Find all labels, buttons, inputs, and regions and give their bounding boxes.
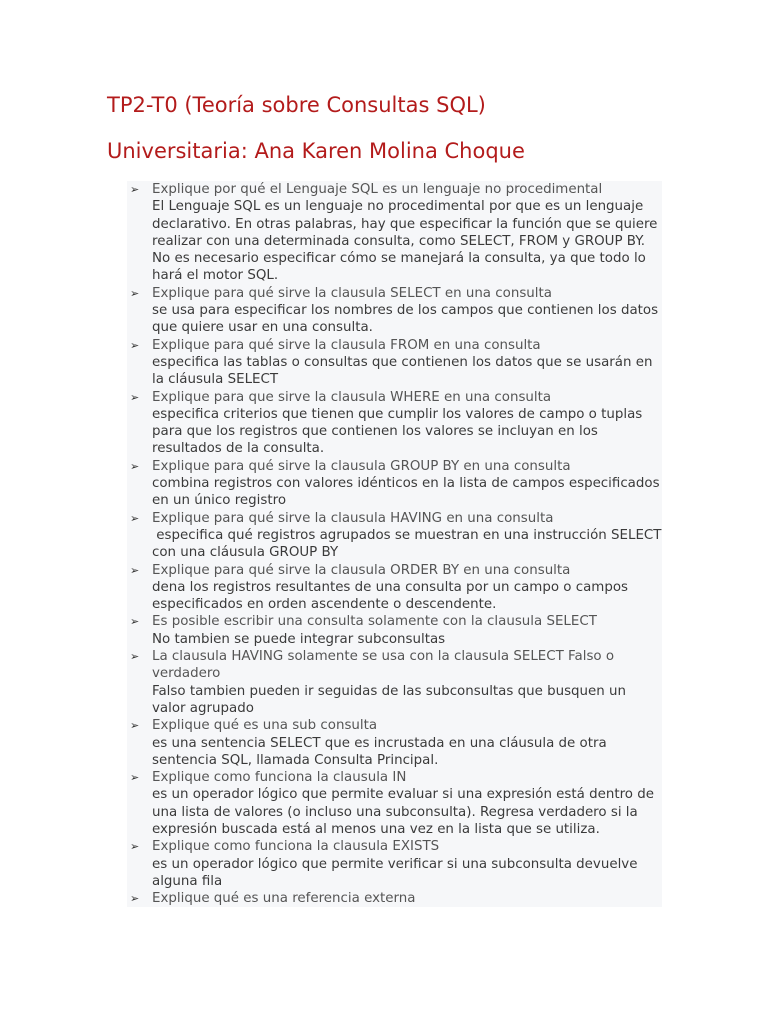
list-item (127, 890, 662, 907)
answer-text: Falso tambien pueden ir seguidas de las subconsultas que busquen un valor agrupado (152, 683, 631, 716)
question-text: Explique para qué sirve la clausula ORDER BY en una consulta (152, 562, 571, 578)
answer-text: es un operador lógico que permite evaluar si una expresión está dentro de una lista de valores (o incluso una subconsulta). Regresa verdadero si la expresión buscada está al menos una vez en la lista que se utiliza. (152, 787, 659, 837)
question-list (127, 181, 666, 907)
answer-text: es una sentencia SELECT que es incrustada en una cláusula de otra sentencia SQL, llamada Consulta Principal. (152, 735, 611, 768)
arrow-bullet-icon: ➢ (130, 459, 140, 473)
answer-text: El Lenguaje SQL es un lenguaje no procedimental por que es un lenguaje declarativo. En otras palabras, hay que especificar la función que se quiere realizar con una determinada consulta, como SELECT, FROM y GROUP BY. No es necesario especificar cómo se manejará la consulta, ya que todo lo hará el motor SQL. (152, 199, 662, 284)
list-item (127, 838, 662, 890)
list-item (127, 648, 662, 717)
question-text: Explique para qué sirve la clausula SELECT en una consulta (152, 285, 552, 301)
arrow-bullet-icon: ➢ (130, 563, 140, 577)
list-item (127, 510, 666, 562)
list-item (127, 337, 662, 389)
list-item (127, 458, 662, 510)
question-text: Explique para qué sirve la clausula HAVING en una consulta (152, 510, 554, 526)
list-item (127, 181, 662, 285)
arrow-bullet-icon: ➢ (130, 183, 140, 196)
arrow-bullet-icon: ➢ (130, 286, 140, 300)
author-line: Universitaria: Ana Karen Molina Choque (107, 139, 525, 163)
answer-text: especifica criterios que tienen que cumplir los valores de campo o tuplas para que los registros que contienen los valores se incluyan en los resultados de la consulta. (152, 406, 647, 457)
answer-text: combina registros con valores idénticos en la lista de campos especificados en un único registro (152, 476, 664, 509)
list-item (127, 389, 662, 458)
answer-text: se usa para especificar los nombres de los campos que contienen los datos que quiere usar en una consulta. (152, 303, 663, 336)
answer-text: No tambien se puede integrar subconsultas (152, 631, 446, 647)
arrow-bullet-icon: ➢ (130, 650, 140, 664)
list-item (127, 562, 662, 614)
arrow-bullet-icon: ➢ (130, 840, 140, 854)
question-text: La clausula HAVING solamente se usa con la clausula SELECT Falso o verdadero (152, 649, 619, 682)
question-text: Explique como funciona la clausula EXISTS (152, 839, 440, 855)
answer-text: especifica qué registros agrupados se muestran en una instrucción SELECT con una cláusula GROUP BY (152, 527, 666, 561)
arrow-bullet-icon: ➢ (130, 338, 140, 352)
list-item (127, 769, 662, 838)
arrow-bullet-icon: ➢ (130, 719, 140, 733)
question-text: Explique para qué sirve la clausula FROM en una consulta (152, 337, 541, 353)
list-item (127, 613, 662, 648)
question-text: Explique por qué el Lenguaje SQL es un lenguaje no procedimental (152, 182, 603, 197)
list-item (127, 717, 662, 769)
arrow-bullet-icon: ➢ (130, 771, 140, 785)
question-text: Explique qué es una referencia externa (152, 891, 416, 907)
question-text: Explique qué es una sub consulta (152, 718, 378, 734)
question-text: Explique como funciona la clausula IN (152, 770, 407, 786)
arrow-bullet-icon: ➢ (130, 390, 140, 404)
question-text: Es posible escribir una consulta solamente con la clausula SELECT (152, 614, 597, 630)
question-text: Explique para que sirve la clausula WHERE en una consulta (152, 389, 552, 405)
arrow-bullet-icon: ➢ (130, 511, 140, 525)
list-item (127, 285, 662, 337)
arrow-bullet-icon: ➢ (130, 892, 140, 906)
answer-text: especifica las tablas o consultas que contienen los datos que se usarán en la cláusula SELECT (152, 354, 657, 388)
answer-text: dena los registros resultantes de una consulta por un campo o campos especificados en orden ascendente o descendente. (152, 579, 633, 613)
document-title: TP2-T0 (Teoría sobre Consultas SQL) (107, 93, 486, 117)
answer-text: es un operador lógico que permite verificar si una subconsulta devuelve alguna fila (152, 856, 642, 889)
arrow-bullet-icon: ➢ (130, 615, 140, 629)
question-text: Explique para qué sirve la clausula GROUP BY en una consulta (152, 458, 571, 474)
